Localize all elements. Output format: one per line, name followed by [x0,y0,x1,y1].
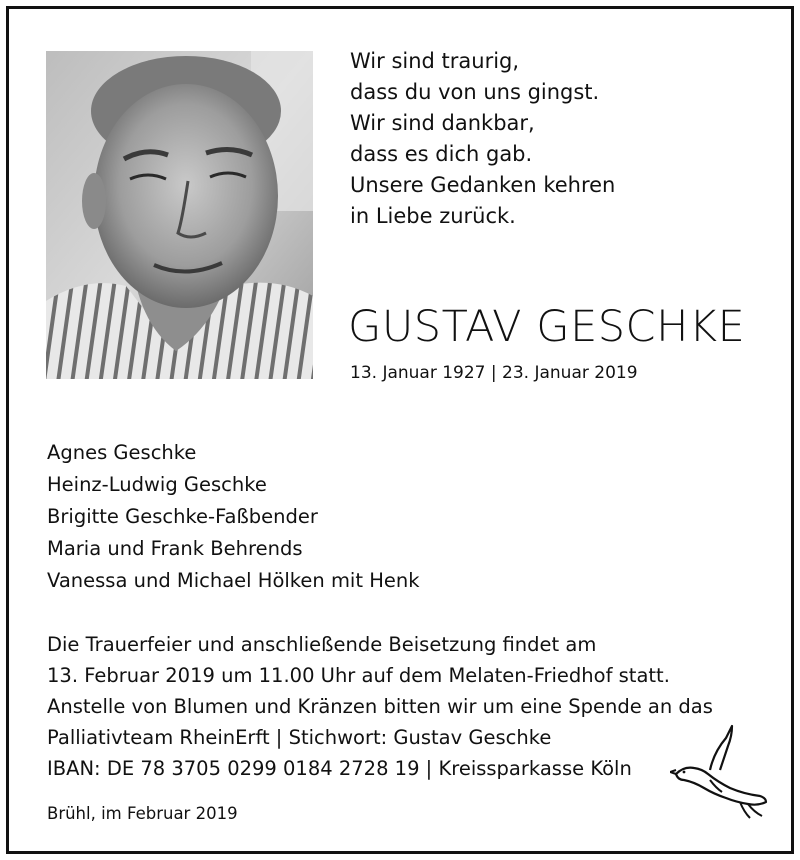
info-line: 13. Februar 2019 um 11.00 Uhr auf dem Melaten-Friedhof statt. [47,664,670,687]
life-dates: 13. Januar 1927 | 23. Januar 2019 [350,363,638,383]
poem-line: Wir sind dankbar, [350,111,535,135]
funeral-info [47,629,713,784]
dove-icon [670,722,770,822]
family-member: Brigitte Geschke-Faßbender [47,505,318,528]
family-member: Agnes Geschke [47,441,197,464]
portrait-photo [46,51,313,379]
family-list [47,437,420,597]
family-member: Maria und Frank Behrends [47,537,303,560]
deceased-name: GUSTAV GESCHKE [348,302,746,352]
family-member: Heinz-Ludwig Geschke [47,473,267,496]
info-line: Anstelle von Blumen und Kränzen bitten wir um eine Spende an das [47,695,713,718]
poem-line: Wir sind traurig, [350,49,520,73]
poem [350,46,615,232]
poem-line: in Liebe zurück. [350,204,516,228]
poem-line: Unsere Gedanken kehren [350,173,616,197]
info-line: Die Trauerfeier und anschließende Beisetzung findet am [47,633,597,656]
info-line: Palliativteam RheinErft | Stichwort: Gustav Geschke [47,726,552,749]
poem-line: dass es dich gab. [350,142,533,166]
place-date: Brühl, im Februar 2019 [47,804,238,823]
info-line: IBAN: DE 78 3705 0299 0184 2728 19 | Kreissparkasse Köln [47,757,632,780]
poem-line: dass du von uns gingst. [350,80,600,104]
family-member: Vanessa und Michael Hölken mit Henk [47,569,420,592]
